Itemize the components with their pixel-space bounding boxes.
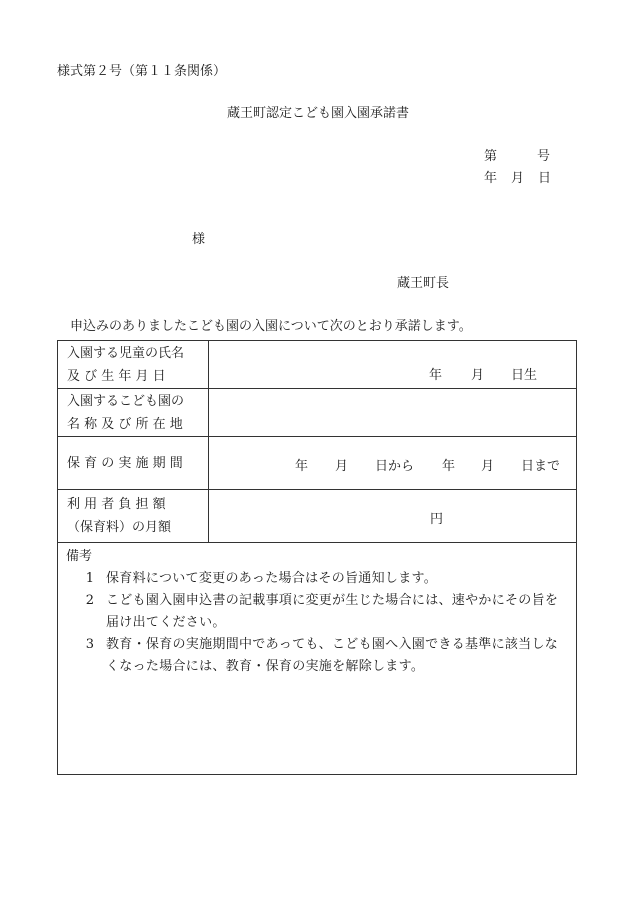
- issue-date: [484, 167, 551, 186]
- table-row-facility: [58, 389, 577, 437]
- fee-label-line2: （保育料）の月額: [67, 520, 172, 535]
- document-number: [484, 145, 550, 164]
- notes-cell: [58, 543, 577, 775]
- child-value[interactable]: [209, 341, 577, 389]
- fee-label: [58, 490, 209, 543]
- child-label: [58, 341, 209, 389]
- table-row-notes: [58, 543, 577, 775]
- period-label-text: 保 育 の 実 施 期 間: [67, 455, 183, 471]
- fee-value[interactable]: [209, 490, 577, 543]
- intro-text: 申込みのありましたこども園の入園について次のとおり承諾します。: [70, 319, 472, 334]
- period-value[interactable]: [209, 437, 577, 490]
- period-to-year: 年: [442, 459, 456, 474]
- form-number: 様式第２号（第１１条関係）: [57, 64, 227, 79]
- note-number: 1: [85, 571, 94, 586]
- approval-table: [57, 340, 577, 775]
- number-prefix: 第: [484, 149, 498, 164]
- period-from-year: 年: [295, 459, 309, 474]
- period-label: [58, 437, 209, 490]
- note-item: [64, 634, 570, 678]
- note-number: 3: [85, 637, 94, 652]
- date-day: 日: [538, 171, 552, 186]
- note-text: 教育・保育の実施期間中であっても、こども園へ入園できる基準に該当しなくなった場合には、教育・保育の実施を解除します。: [106, 637, 559, 674]
- document-title: 蔵王町認定こども園入園承諾書: [226, 106, 409, 121]
- fee-label-line1: 利 用 者 負 担 額: [67, 497, 166, 512]
- fee-unit: 円: [430, 512, 444, 527]
- period-to-month: 月: [481, 459, 495, 474]
- note-text: こども園入園申込書の記載事項に変更が生じた場合には、速やかにその旨を届け出てください。: [106, 593, 559, 630]
- addressee-honorific: 様: [192, 232, 206, 247]
- table-row-period: [58, 437, 577, 490]
- date-month: 月: [511, 171, 525, 186]
- note-item: [64, 590, 570, 634]
- table-row-fee: [58, 490, 577, 543]
- child-birth-day: 日生: [511, 368, 538, 383]
- facility-label: [58, 389, 209, 437]
- note-item: [64, 568, 570, 590]
- child-birth-year: 年: [429, 368, 443, 383]
- facility-value[interactable]: [209, 389, 577, 437]
- facility-label-line2: 名 称 及 び 所 在 地: [67, 416, 183, 432]
- period-to-day: 日まで: [521, 459, 561, 474]
- note-number: 2: [85, 593, 94, 608]
- period-from-day: 日から: [375, 459, 415, 474]
- child-birth-month: 月: [471, 368, 485, 383]
- facility-label-line1: 入園するこども園の: [67, 393, 185, 409]
- date-year: 年: [484, 171, 498, 186]
- period-from-month: 月: [335, 459, 349, 474]
- table-row-child: [58, 341, 577, 389]
- note-text: 保育料について変更のあった場合はその旨通知します。: [106, 571, 438, 586]
- number-suffix: 号: [537, 149, 551, 164]
- child-label-line2: 及 び 生 年 月 日: [67, 368, 166, 384]
- issuer-name: 蔵王町長: [397, 276, 450, 291]
- child-label-line1: 入園する児童の氏名: [67, 345, 185, 361]
- notes-heading: 備考: [66, 549, 93, 564]
